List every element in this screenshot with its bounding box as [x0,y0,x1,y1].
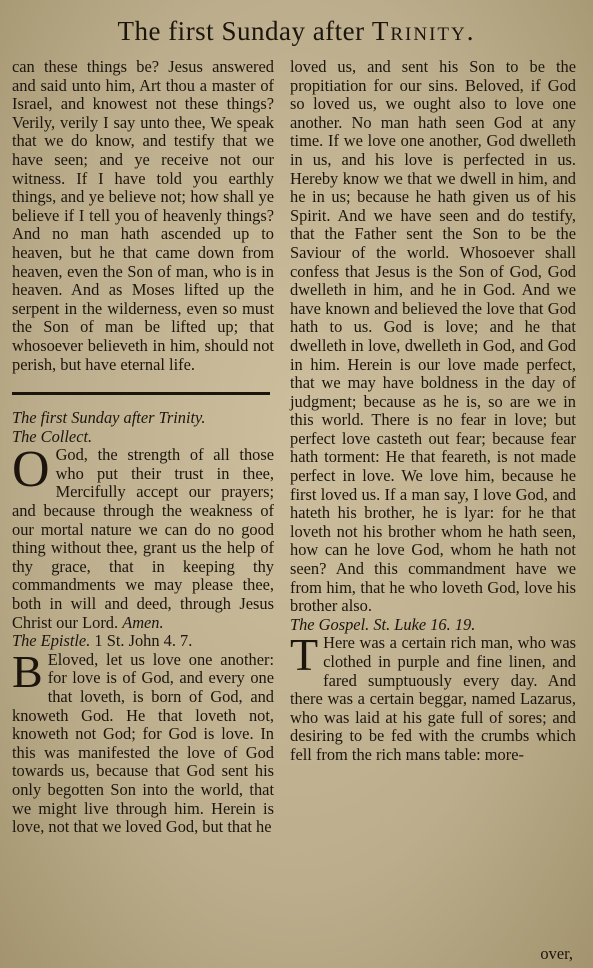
section-heading: The first Sunday after Trinity. [12,408,206,428]
gospel-ref: St. Luke 16. 19. [373,614,476,634]
collect-paragraph [12,441,274,632]
left-column [12,58,274,837]
gospel-dropcap: T [290,629,319,681]
section-divider [12,392,270,395]
right-column [290,58,576,765]
epistle-label: The Epistle. [12,631,91,651]
running-head [0,16,593,47]
collect-title: The Collect. [12,426,93,446]
running-head-trinity: Trinity. [371,16,476,46]
gospel-paragraph [290,629,576,764]
epistle-reference-line [12,632,274,651]
epistle-dropcap: B [12,645,43,697]
epistle-ref: 1 St. John 4. 7. [94,631,193,651]
gospel-label: The Gospel. [290,614,370,634]
epistle-text: Eloved, let us love one another: for love is of God, and every one that loveth, is born of God, and knoweth God. He that loveth not, knoweth not God; for God is love. In this was manifested the love of God towards us, because that God sent his only begotten Son into the world, that we might live through him. Herein is love, not that we loved God, but that he [12,649,274,837]
gospel-text: Here was a certain rich man, who was clothed in purple and fine linen, and fared sumptuously every day. And there was a certain beggar, named Lazarus, who was laid at his gate full of sores; and desiring to be fed with the crumbs which fell from the rich mans table: more- [290,633,576,764]
catchword: over, [540,944,573,963]
collect-amen: Amen. [122,612,164,632]
collect-text: God, the strength of all those who put their trust in thee, Mercifully accept our prayers; and because through the weakness of our mortal nature we can do no good thing without thee, grant us the help of thy grace, that in keeping thy commandments we may please thee, both in will and deed, through Jesus Christ our Lord. [12,445,274,632]
gospel-continued-text: can these things be? Jesus answered and said unto him, Art thou a master of Israel, and knowest not these things? Verily, verily I say unto thee, We speak that we do know, and testify that we have seen; and ye receive not our witness. If I have told you earthly things, and ye believe not; how shall ye believe if I tell you of heavenly things? And no man hath ascended up to heaven, but he that came down from heaven, even the Son of man, who is in heaven. And as Moses lifted up the serpent in the wilderness, even so must the Son of man be lifted up; that whosoever believeth in him, should not perish, but have eternal life. [12,57,274,374]
collect-dropcap: O [12,441,50,499]
running-head-title: The first Sunday after [117,16,365,46]
epistle-continued-text: loved us, and sent his Son to be the propitiation for our sins. Beloved, if God so loved us, we ought also to love one another. No man hath seen God at any time. If we love one another, God dwelleth in us, and his love is perfected in us. Hereby know we that we dwell in him, and he in us; because he hath given us of his Spirit. And we have seen and do testify, that the Father sent the Son to be the Saviour of the world. Whosoever shall confess that Jesus is the Son of God, God dwelleth in him, and he in God. And we have known and believed the love that God hath to us. God is love; and he that dwelleth in love, dwelleth in God, and God in him. Herein is our love made perfect, that we may have boldness in the day of judgment; because as he is, so are we in this world. There is no fear in love; but perfect love casteth out fear; because fear hath torment: He that feareth, is not made perfect in love. We love him, because he first loved us. If a man say, I love God, and hateth his brother, he is lyar: for he that loveth not his brother whom he hath seen, how can he love God, whom he hath not seen? And this commandment have we from him, that he who loveth God, love his brother also. [290,57,576,616]
epistle-paragraph [12,645,274,837]
gospel-reference-line [290,616,576,635]
